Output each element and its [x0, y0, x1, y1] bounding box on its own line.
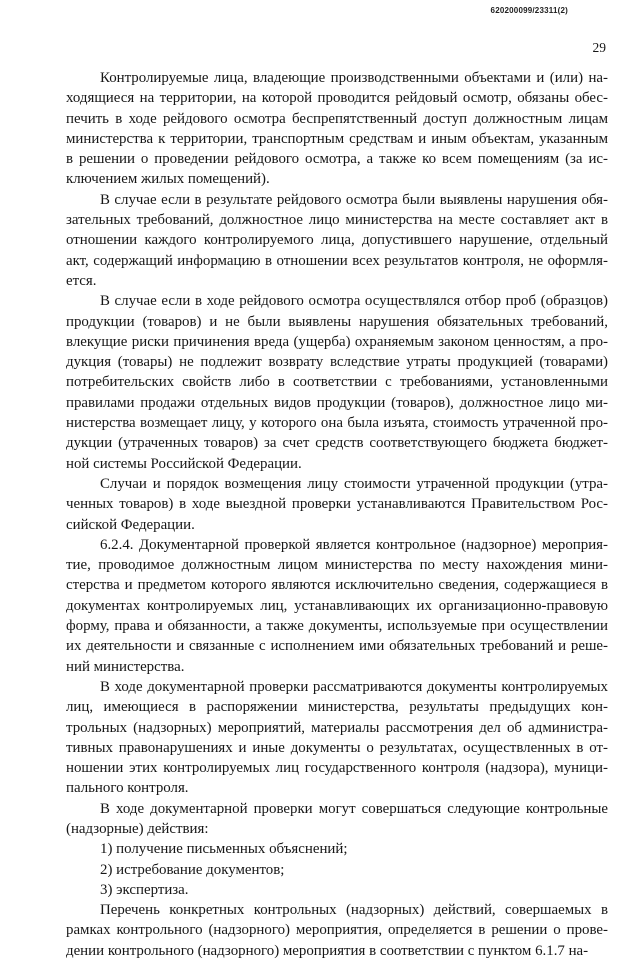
- paragraph-documents-reviewed: В ходе документарной проверки рассматриваются документы контролируемых лиц, имеющиеся в распоряжении министерства, результаты предыдущих контрольных (надзорных) мероприятий, материалы рассмотрения дел об административных правонарушениях и иные документы о результатах, осуществленных в отношении этих контролируемых лиц государственного контроля (надзора), муниципального контроля.: [66, 678, 608, 797]
- list-item: 2) истребование документов;: [100, 861, 285, 878]
- paragraph-actions-list-definition: Перечень конкретных контрольных (надзорных) действий, совершаемых в рамках контрольного (надзорного) мероприятия, определяется в решении о проведении контрольного (надзорного) мероприятия в соответствии с пунктом 6.1.7 на-: [66, 902, 608, 959]
- paragraph-violation-act: В случае если в результате рейдового осмотра были выявлены нарушения обязательных требований, должностное лицо министерства на месте составляет акт в отношении каждого контролируемого лица, допустившего нарушение, отдельный акт, содержащий информацию в отношении всех результатов контроля, не оформляется.: [66, 191, 608, 289]
- paragraph-6-2-4-documentary-inspection: 6.2.4. Документарной проверкой является контрольное (надзорное) мероприятие, проводимое должностным лицом министерства по месту нахождения министерства и предметом которого являются исключительно сведения, содержащиеся в документах контролируемых лиц, устанавливающих их организационно-правовую форму, права и обязанности, а также документы, используемые при осуществлении их деятельности и связанные с исполнением ими обязательных требований и решений министерства.: [66, 536, 608, 675]
- document-registration-number: 620200099/23311(2): [490, 6, 568, 15]
- document-body: [66, 68, 608, 961]
- list-item: 3) экспертиза.: [100, 881, 189, 898]
- page-number: 29: [592, 40, 606, 55]
- paragraph-control-actions-intro: В ходе документарной проверки могут совершаться следующие контрольные (надзорные) действия:: [66, 800, 608, 837]
- list-item: 1) получение письменных объяснений;: [100, 841, 348, 858]
- paragraph-compensation-procedure: Случаи и порядок возмещения лицу стоимости утраченной продукции (утраченных товаров) в ходе выездной проверки устанавливаются Правительством Российской Федерации.: [66, 475, 608, 533]
- paragraph-access-obligation: Контролируемые лица, владеющие производственными объектами и (или) находящиеся на территории, на которой проводится рейдовый осмотр, обязаны обеспечить в ходе рейдового осмотра беспрепятственный доступ должностным лицам министерства к территории, транспортным средствам и иным объектам, указанным в решении о проведении рейдового осмотра, а также ко всем помещениям (за исключением жилых помещений).: [66, 70, 608, 188]
- paragraph-sample-compensation: В случае если в ходе рейдового осмотра осуществлялся отбор проб (образцов) продукции (товаров) и не были выявлены нарушения обязательных требований, влекущие риски причинения вреда (ущерба) охраняемым законом ценностям, а продукция (товары) не подлежит возврату вследствие утраты продукцией (товарами) потребительских свойств либо в соответствии с требованиями, установленными правилами продажи отдельных видов продукции (товаров), должностное лицо министерства возмещает лицу, у которого она была изъята, стоимость утраченной продукции (утраченных товаров) за счет средств соответствующего бюджета бюджетной системы Российской Федерации.: [66, 293, 608, 472]
